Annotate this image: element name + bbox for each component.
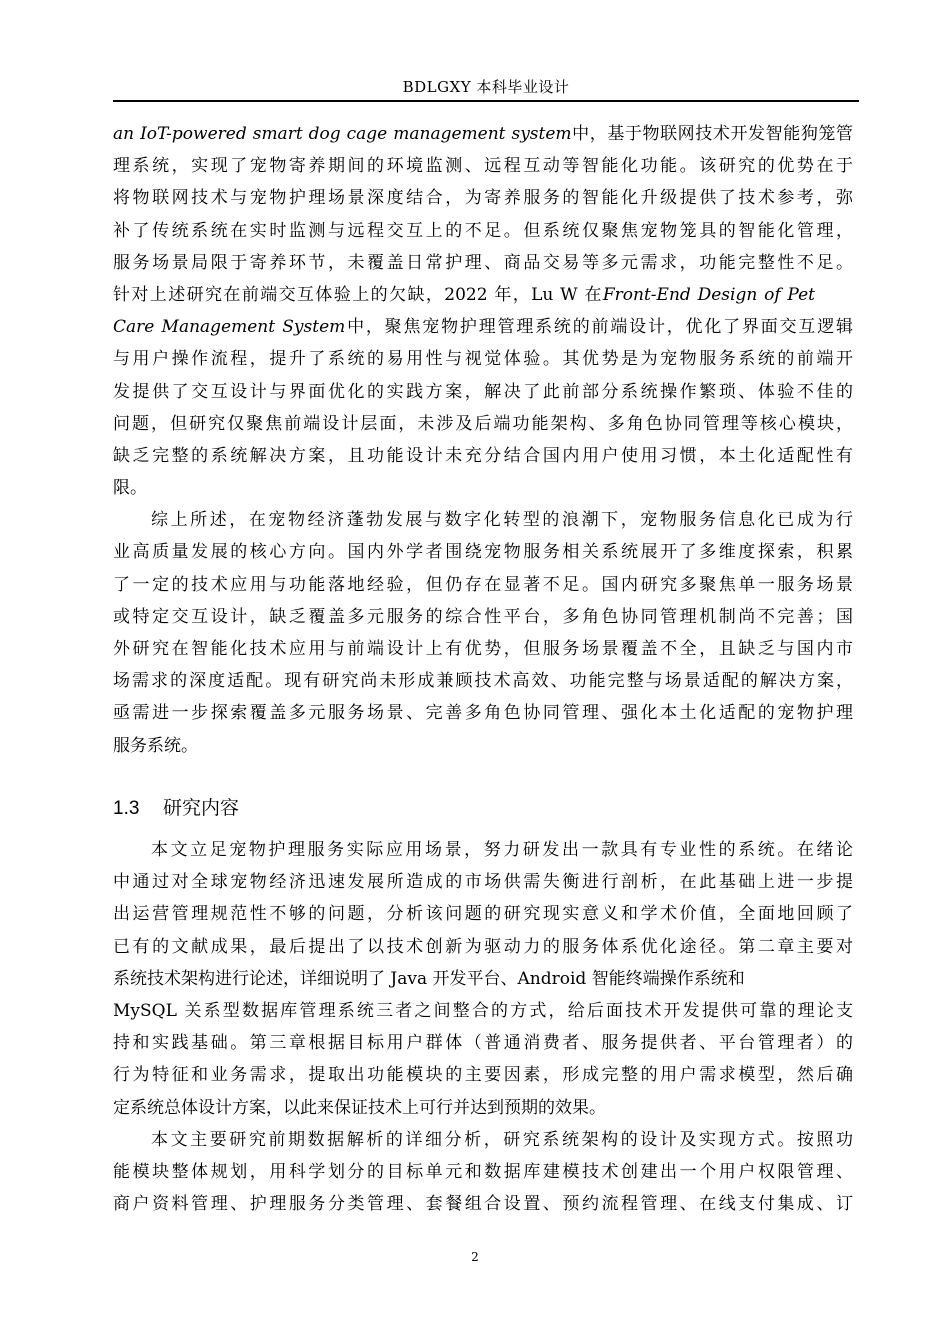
text-line: 理系统，实现了宠物寄养期间的环境监测、远程互动等智能化功能。该研究的优势在于 <box>113 156 853 177</box>
text-line <box>113 279 853 311</box>
text-line: 已有的文献成果，最后提出了以技术创新为驱动力的服务体系优化途径。第二章主要对 <box>113 936 853 957</box>
text-line: 与用户操作流程，提升了系统的易用性与视觉体验。其优势是为宠物服务系统的前端开 <box>113 349 853 370</box>
text-line: 能模块整体规划，用科学划分的目标单元和数据库建模技术创建出一个用户权限管理、 <box>113 1161 853 1182</box>
text-line: 本文立足宠物护理服务实际应用场景，努力研发出一款具有专业性的系统。在绪论 <box>151 840 853 860</box>
text-line: 发提供了交互设计与界面优化的实践方案，解决了此前部分系统操作繁琐、体验不佳的 <box>113 381 853 402</box>
text-line: 业高质量发展的核心方向。国内外学者围绕宠物服务相关系统展开了多维度探索，积累 <box>113 542 853 563</box>
text-span: 中，聚焦宠物护理管理系统的前端设计，优化了界面交互逻辑 <box>345 317 853 338</box>
text-span: 针对上述研究在前端交互体验上的欠缺，2022 年，Lu W 在 <box>113 284 603 305</box>
page-number: 2 <box>471 1250 479 1264</box>
text-line: 商户资料管理、护理服务分类管理、套餐组合设置、预约流程管理、在线支付集成、订 <box>113 1194 853 1215</box>
text-line: 补了传统系统在实时监测与远程交互上的不足。但系统仅聚焦宠物笼具的智能化管理， <box>113 220 853 241</box>
paper-title-italic: Care Management System <box>113 317 346 338</box>
body-text-top <box>113 118 853 762</box>
text-line: 定系统总体设计方案，以此来保证技术上可行并达到预期的效果。 <box>113 1097 606 1118</box>
text-line: 外研究在智能化技术应用与前端设计上有优势，但服务场景覆盖不全，且缺乏与国内市 <box>113 639 853 659</box>
text-line: 出运营管理规范性不够的问题，分析该问题的研究现实意义和学术价值，全面地回顾了 <box>113 904 853 925</box>
text-line: 行为特征和业务需求，提取出功能模块的主要因素，形成完整的用户需求模型，然后确 <box>113 1065 853 1086</box>
paper-title-italic: Front-End Design of Pet <box>602 284 815 305</box>
section-number: 1.3 <box>113 798 140 819</box>
text-line: 中通过对全球宠物经济迅速发展所造成的市场供需失衡进行剖析，在此基础上进一步提 <box>113 872 853 893</box>
text-line: 服务场景局限于寄养环节，未覆盖日常护理、商品交易等多元需求，功能完整性不足。 <box>113 252 853 273</box>
text-line: 持和实践基础。第三章根据目标用户群体（普通消费者、服务提供者、平台管理者）的 <box>113 1033 853 1054</box>
section-heading <box>113 793 239 820</box>
text-line: 问题，但研究仅聚焦前端设计层面，未涉及后端功能架构、多角色协同管理等核心模块， <box>113 413 853 434</box>
text-span: 中，基于物联网技术开发智能狗笼管 <box>571 124 854 144</box>
running-header: BDLGXY 本科毕业设计 <box>402 78 570 96</box>
text-line <box>113 311 853 343</box>
body-text-bottom <box>113 834 853 1220</box>
text-line: 系统技术架构进行论述，详细说明了 Java 开发平台、Android 智能终端操作系统和 <box>113 968 745 989</box>
text-line: 综上所述，在宠物经济蓬勃发展与数字化转型的浪潮下，宠物服务信息化已成为行 <box>151 510 853 531</box>
text-line: MySQL 关系型数据库管理系统三者之间整合的方式，给后面技术开发提供可靠的理论支 <box>113 1000 853 1021</box>
header-rule <box>113 100 859 102</box>
paper-title-italic: an IoT-powered smart dog cage management system <box>113 124 572 144</box>
text-line: 或特定交互设计，缺乏覆盖多元服务的综合性平台，多角色协同管理机制尚不完善；国 <box>113 606 853 627</box>
text-line: 场需求的深度适配。现有研究尚未形成兼顾技术高效、功能完整与场景适配的解决方案， <box>113 671 853 692</box>
text-line <box>113 118 853 150</box>
text-line: 将物联网技术与宠物护理场景深度结合，为寄养服务的智能化升级提供了技术参考，弥 <box>113 188 853 209</box>
text-line: 限。 <box>113 478 147 499</box>
text-line: 本文主要研究前期数据解析的详细分析，研究系统架构的设计及实现方式。按照功 <box>151 1129 853 1150</box>
text-line: 缺乏完整的系统解决方案，且功能设计未充分结合国内用户使用习惯，本土化适配性有 <box>113 445 853 466</box>
section-title: 研究内容 <box>163 797 240 819</box>
text-line: 亟需进一步探索覆盖多元服务场景、完善多角色协同管理、强化本土化适配的宠物护理 <box>113 703 853 724</box>
text-line: 了一定的技术应用与功能落地经验，但仍存在显著不足。国内研究多聚焦单一服务场景 <box>113 574 853 595</box>
text-line: 服务系统。 <box>113 735 198 756</box>
